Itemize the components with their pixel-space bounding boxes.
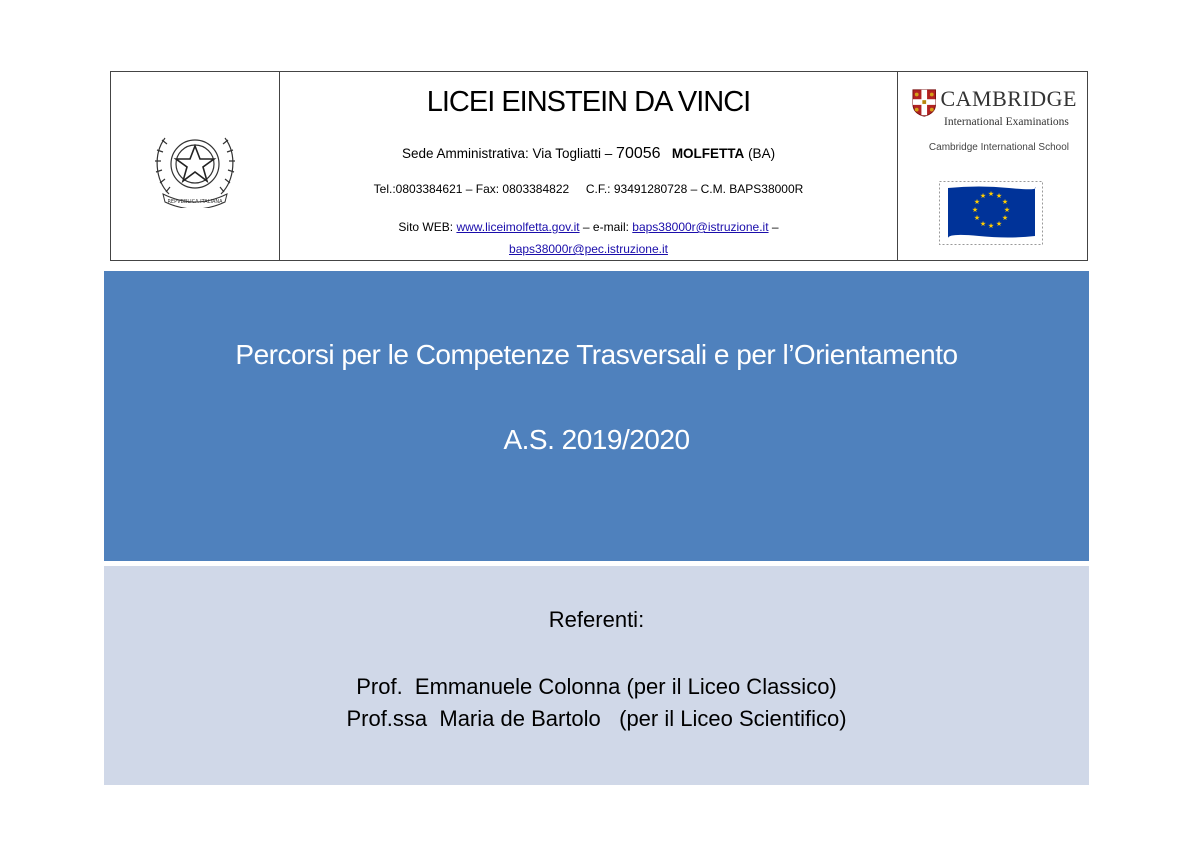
logos-cell — [898, 72, 1087, 260]
address-prefix: Sede Amministrativa: Via Togliatti – — [401, 146, 617, 161]
referent-line-2: Prof.ssa Maria de Bartolo (per il Liceo Scientifico) — [346, 706, 847, 731]
web-label: Sito WEB: — [398, 220, 457, 234]
svg-text:★: ★ — [995, 192, 1003, 200]
web-line — [280, 220, 897, 234]
email-link[interactable]: baps38000r@istruzione.it — [632, 220, 769, 234]
cambridge-title: CAMBRIDGE — [940, 86, 1077, 111]
contacts-line: Tel.:0803384621 – Fax: 0803384822 C.F.: 93491280728 – C.M. BAPS38000R — [373, 182, 804, 196]
referent-line-1: Prof. Emmanuele Colonna (per il Liceo Classico) — [356, 674, 837, 699]
svg-text:★: ★ — [973, 198, 981, 206]
pec-line — [280, 242, 897, 256]
svg-text:REPVBBLICA ITALIANA: REPVBBLICA ITALIANA — [167, 199, 223, 205]
emblem-cell — [111, 72, 280, 260]
banner-year: A.S. 2019/2020 — [503, 424, 690, 455]
svg-text:★: ★ — [971, 206, 979, 214]
pec-email-link[interactable]: baps38000r@pec.istruzione.it — [509, 242, 668, 256]
svg-text:★: ★ — [979, 192, 987, 200]
svg-text:★: ★ — [973, 214, 981, 222]
website-link[interactable]: www.liceimolfetta.gov.it — [456, 220, 580, 234]
eu-flag-icon — [939, 181, 1043, 245]
city-name: MOLFETTA — [671, 146, 745, 161]
email-separator: – — [768, 220, 779, 234]
cambridge-logo — [912, 88, 1077, 153]
letterhead — [110, 71, 1088, 261]
address-line — [280, 145, 897, 163]
school-info-cell — [280, 72, 898, 260]
svg-text:★: ★ — [1001, 214, 1009, 222]
title-banner — [104, 271, 1089, 561]
svg-text:★: ★ — [1001, 198, 1009, 206]
email-label: – e-mail: — [579, 220, 633, 234]
svg-text:★: ★ — [995, 220, 1003, 228]
svg-text:★: ★ — [1003, 206, 1011, 214]
province: (BA) — [748, 146, 776, 161]
svg-text:★: ★ — [979, 220, 987, 228]
svg-text:★: ★ — [987, 190, 995, 198]
postal-code: 70056 — [616, 145, 661, 162]
svg-text:★: ★ — [987, 222, 995, 230]
cambridge-subtitle: International Examinations — [944, 116, 1069, 128]
cambridge-school-label: Cambridge International School — [928, 142, 1069, 153]
italian-republic-emblem-icon — [149, 124, 241, 208]
cambridge-shield-icon — [912, 88, 936, 118]
referents-heading: Referenti: — [548, 607, 645, 632]
banner-title: Percorsi per le Competenze Trasversali e per l’Orientamento — [235, 339, 958, 370]
referents-panel — [104, 566, 1089, 785]
school-name: LICEI EINSTEIN DA VINCI — [426, 86, 751, 118]
